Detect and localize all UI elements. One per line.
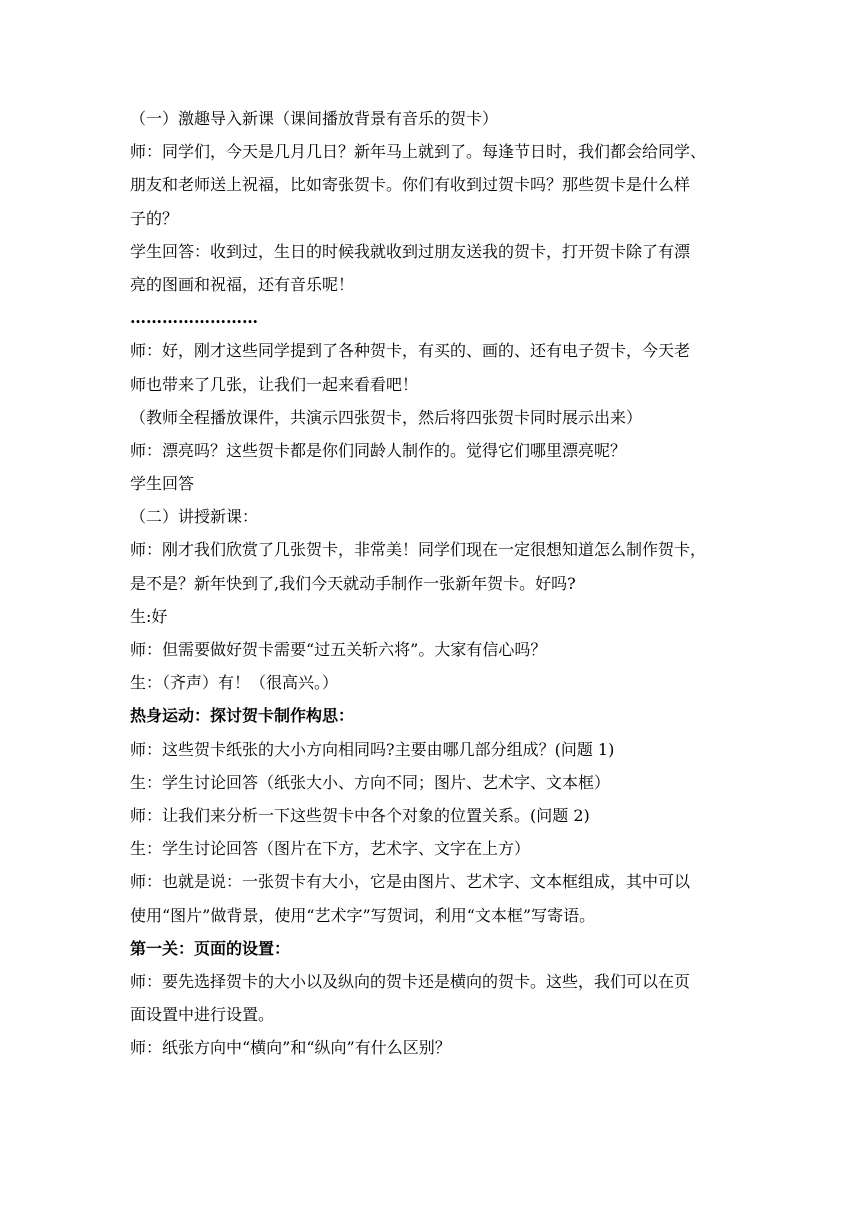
bold-heading-page-setup: 第一关：页面的设置： — [130, 938, 291, 958]
paragraph-line: 师：好，刚才这些同学提到了各种贺卡，有买的、画的、还有电子贺卡，今天老 — [130, 341, 691, 361]
paragraph-line: 师：纸张方向中“横向”和“纵向”有什么区别？ — [130, 1038, 451, 1058]
ellipsis-separator: …………………… — [130, 308, 258, 328]
paragraph-line: 子的？ — [130, 208, 179, 228]
paragraph-line: 学生回答：收到过，生日的时候我就收到过朋友送我的贺卡，打开贺卡除了有漂 — [130, 241, 691, 261]
paragraph-line: 生：学生讨论回答（纸张大小、方向不同；图片、艺术字、文本框） — [130, 772, 611, 792]
bold-heading-warmup: 热身运动：探讨贺卡制作构思： — [130, 706, 355, 726]
paragraph-line: 师：这些贺卡纸张的大小方向相同吗?主要由哪几部分组成？(问题 1) — [130, 739, 615, 759]
paragraph-line: 是不是？新年快到了,我们今天就动手制作一张新年贺卡。好吗? — [130, 573, 576, 593]
paragraph-line: 师：刚才我们欣赏了几张贺卡，非常美！同学们现在一定很想知道怎么制作贺卡， — [130, 540, 707, 560]
paragraph-line: 师：让我们来分析一下这些贺卡中各个对象的位置关系。(问题 2) — [130, 805, 590, 825]
stage-direction: （教师全程播放课件，共演示四张贺卡，然后将四张贺卡同时展示出来） — [130, 407, 643, 427]
paragraph-line: 师：漂亮吗？这些贺卡都是你们同龄人制作的。觉得它们哪里漂亮呢？ — [130, 440, 627, 460]
paragraph-line: 生：学生讨论回答（图片在下方，艺术字、文字在上方） — [130, 839, 531, 859]
paragraph-line: 生:好 — [130, 606, 168, 626]
paragraph-line: 朋友和老师送上祝福，比如寄张贺卡。你们有收到过贺卡吗？那些贺卡是什么样 — [130, 175, 691, 195]
paragraph-line: 师也带来了几张，让我们一起来看看吧！ — [130, 374, 419, 394]
section-heading-intro: （一）激趣导入新课（课间播放背景有音乐的贺卡） — [130, 109, 499, 128]
paragraph-line: 师：但需要做好贺卡需要“过五关斩六将”。大家有信心吗？ — [130, 640, 547, 659]
section-heading-new-lesson: （二）讲授新课： — [130, 507, 259, 527]
paragraph-line: 学生回答 — [130, 474, 195, 494]
paragraph-line: 师：要先选择贺卡的大小以及纵向的贺卡还是横向的贺卡。这些，我们可以在页 — [130, 971, 691, 991]
paragraph-line: 师：也就是说：一张贺卡有大小，它是由图片、艺术字、文本框组成，其中可以 — [130, 872, 691, 892]
paragraph-line: 使用“图片”做背景，使用“艺术字”写贺词，利用“文本框”写寄语。 — [130, 905, 596, 925]
paragraph-line: 师：同学们，今天是几月几日？新年马上就到了。每逢节日时，我们都会给同学、 — [130, 142, 707, 162]
paragraph-line: 面设置中进行设置。 — [130, 1005, 275, 1025]
paragraph-line: 亮的图画和祝福，还有音乐呢！ — [130, 274, 355, 294]
paragraph-line: 生：（齐声）有！（很高兴。） — [130, 673, 339, 693]
document-body — [130, 102, 730, 1064]
